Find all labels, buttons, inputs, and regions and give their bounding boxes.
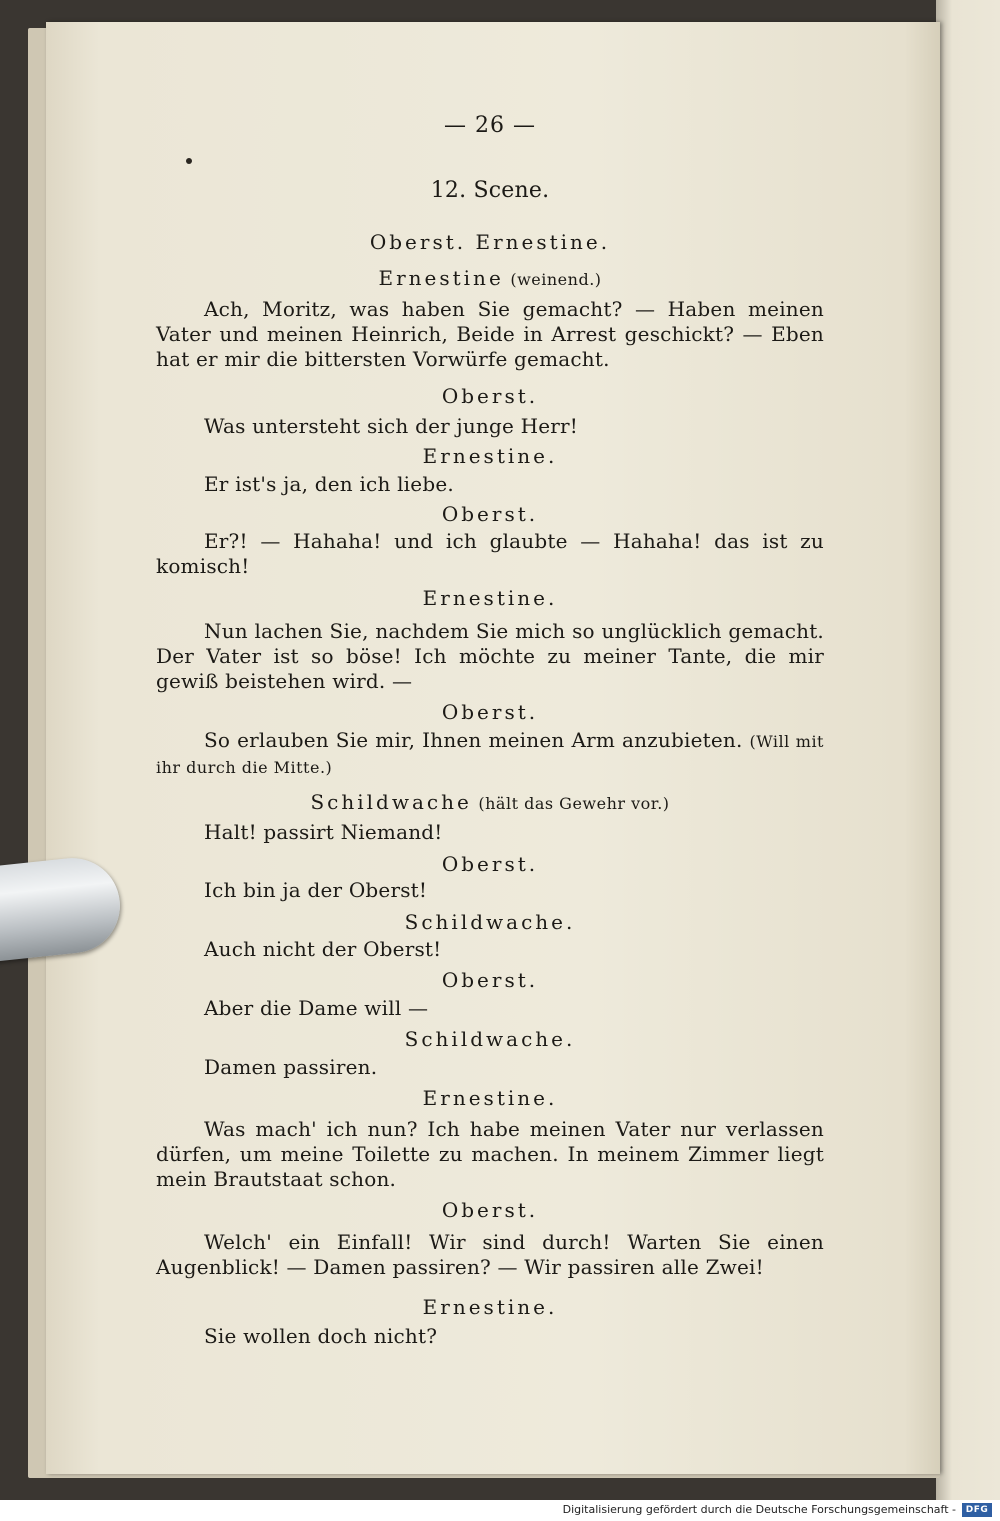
speaker-name: Oberst.: [441, 852, 539, 876]
dialogue-text: Was mach' ich nun? Ich habe meinen Vater nur verlassen dürfen, um meine Toilette zu machen. In meinem Zimmer liegt mein Brautstaat schon.: [156, 1117, 824, 1191]
speaker-name: Ernestine.: [422, 1295, 558, 1319]
scene-title: 12. Scene.: [430, 178, 550, 203]
speaker-name: Ernestine: [378, 266, 504, 290]
speaker-name: Schildwache: [310, 790, 472, 814]
footer-bar: [0, 1500, 1000, 1521]
dialogue-text: [156, 728, 824, 780]
dialogue-line: So erlauben Sie mir, Ihnen meinen Arm anzubieten.: [204, 728, 743, 752]
cast-list: Oberst. Ernestine.: [369, 230, 611, 254]
speaker-name: Oberst.: [441, 700, 539, 724]
dialogue-text: Welch' ein Einfall! Wir sind durch! Warten Sie einen Augenblick! — Damen passiren? — Wir passiren alle Zwei!: [156, 1230, 824, 1279]
speaker-name: Schildwache.: [404, 1027, 576, 1051]
speaker-name: Oberst.: [441, 384, 539, 408]
next-page-edge: [936, 0, 1000, 1500]
ink-spot: [186, 158, 192, 164]
speaker-name: Ernestine.: [422, 586, 558, 610]
speaker-name: Oberst.: [441, 502, 539, 526]
dialogue-text: Sie wollen doch nicht?: [204, 1324, 438, 1348]
dialogue-text: Nun lachen Sie, nachdem Sie mich so unglücklich gemacht. Der Vater ist so böse! Ich möchte zu meiner Tante, die mir gewiß beistehen wird. —: [156, 619, 824, 693]
dialogue-text: Auch nicht der Oberst!: [204, 937, 442, 961]
speaker-name: Oberst.: [441, 1198, 539, 1222]
dialogue-text: Ich bin ja der Oberst!: [204, 878, 428, 902]
dialogue-text: Was untersteht sich der junge Herr!: [204, 414, 579, 438]
stage-direction: (hält das Gewehr vor.): [478, 794, 670, 813]
speaker-name: Schildwache.: [404, 910, 576, 934]
dialogue-text: Halt! passirt Niemand!: [204, 820, 443, 844]
stage-direction: (Will mit ihr durch die Mitte.): [156, 732, 824, 777]
dfg-logo: DFG: [962, 1503, 992, 1517]
speaker-name: Ernestine.: [422, 1086, 558, 1110]
speaker-name: Ernestine.: [422, 444, 558, 468]
funding-notice: Digitalisierung gefördert durch die Deutsche Forschungsgemeinschaft -: [562, 1503, 956, 1516]
dialogue-text: Ach, Moritz, was haben Sie gemacht? — Haben meinen Vater und meinen Heinrich, Beide in Arrest geschickt? — Eben hat er mir die bittersten Vorwürfe gemacht.: [156, 297, 824, 371]
dialogue-text: Damen passiren.: [204, 1055, 378, 1079]
dialogue-text: Er ist's ja, den ich liebe.: [204, 472, 454, 496]
dialogue-text: Er?! — Hahaha! und ich glaubte — Hahaha! das ist zu komisch!: [156, 529, 824, 578]
stage-direction: (weinend.): [510, 270, 602, 289]
speaker-name: Oberst.: [441, 968, 539, 992]
speaker-heading: [156, 790, 824, 816]
page-number: — 26 —: [444, 113, 536, 138]
dialogue-text: Aber die Dame will —: [204, 996, 429, 1020]
speaker-heading: [156, 266, 824, 292]
